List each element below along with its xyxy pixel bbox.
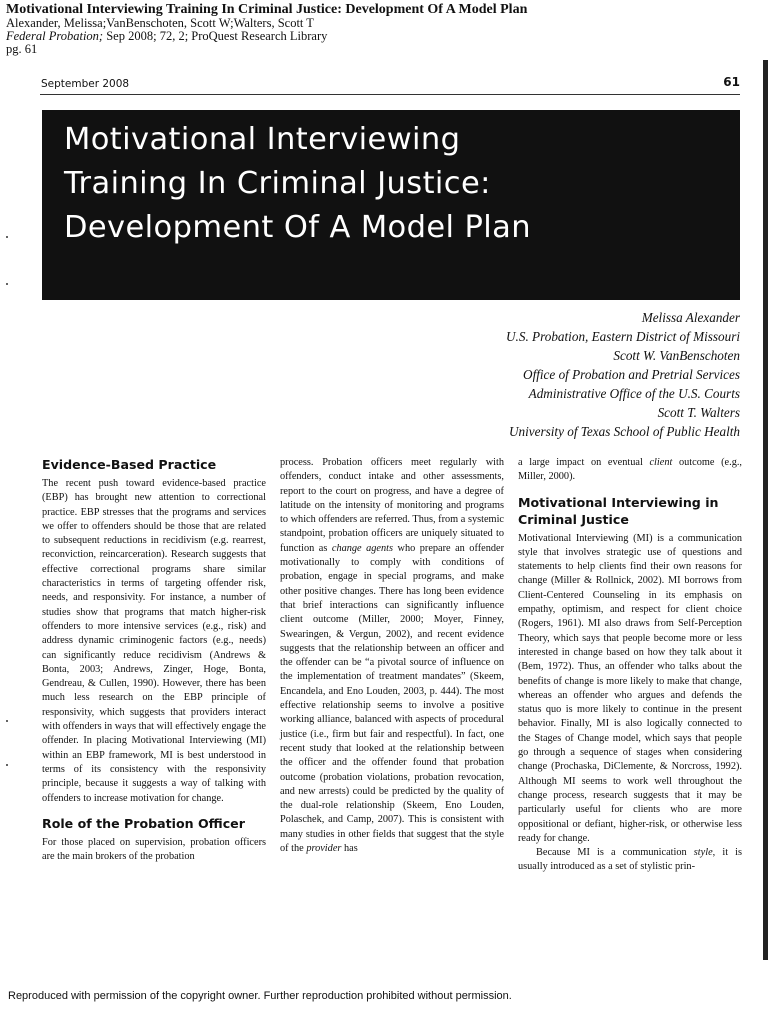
text-column-2 <box>280 456 504 856</box>
paragraph <box>518 846 742 875</box>
author-byline <box>380 308 740 441</box>
author-affiliation: U.S. Probation, Eastern District of Missouri <box>506 329 740 344</box>
section-heading: Role of the Probation Officer <box>42 815 245 831</box>
citation-source <box>6 30 527 43</box>
section-heading: Evidence-Based Practice <box>42 457 217 472</box>
page-number: 61 <box>723 75 740 89</box>
author-name: Scott W. VanBenschoten <box>613 348 740 363</box>
author-affiliation: Office of Probation and Pretrial Services <box>523 367 740 382</box>
section-heading: Motivational Interviewing in Criminal Justice <box>518 494 719 527</box>
paragraph <box>518 456 742 485</box>
citation-details: Sep 2008; 72, 2; ProQuest Research Library <box>103 29 328 43</box>
header-rule <box>40 94 740 95</box>
paragraph: The recent push toward evidence-based practice (EBP) has brought new attention to correctional practice. EBP stresses that the programs and services we offer to offenders should be those that are related to subsequent reductions in recidivism (e.g. rearrest, reconviction, reincarceration). Research suggests that effective correctional programs share similar characteristics in terms of targeting offender risk, needs, and responsivity. For instance, a number of studies show that programs that match higher-risk offenders to more intensive services (e.g., risk) and address dynamic criminogenic factors (e.g., needs) can significantly reduce recidivism (Andrews & Bonta, 2003; Andrews, Zinger, Hoge, Bonta, Gendreau, & Cullen, 1990). However, there has been much less research on the EBP principle of responsivity, which suggests that providers interact with offenders in ways that will effectively engage the offender. In placing Motivational Interviewing (MI) within an EBP framework, MI is best understood in terms of its consistency with the responsivity principle, because it suggests a way of talking with offenders to increase motivation for change. <box>42 478 266 804</box>
scan-speck <box>6 720 8 722</box>
paragraph-text: process. Probation officers meet regularly with offenders, conduct intake and other assessments, report to the court on progress, and have a degree of latitude on the intensity of monitoring and programs to which offenders are referred. Thus, from a systemic standpoint, probation officers are uniquely situated to function as <box>280 457 504 554</box>
scan-speck <box>6 764 8 766</box>
author-name: Scott T. Walters <box>657 405 740 420</box>
emphasis: change agents <box>331 542 394 554</box>
emphasis: client <box>649 457 673 468</box>
paragraph-text: outcome (e.g., Miller, 2000). <box>518 457 742 483</box>
paragraph-text: , it is usually introduced as a set of stylistic prin- <box>518 847 742 873</box>
paragraph-text: Because MI is a communication <box>536 847 694 859</box>
article-title <box>64 118 724 250</box>
text-column-3 <box>518 456 742 875</box>
permission-notice: Reproduced with permission of the copyright owner. Further reproduction prohibited without permission. <box>8 990 512 1002</box>
paragraph: For those placed on supervision, probation officers are the main brokers of the probation <box>42 836 266 863</box>
author-affiliation: University of Texas School of Public Health <box>509 424 740 439</box>
citation-page: pg. 61 <box>6 42 38 56</box>
text-column-1 <box>42 456 266 864</box>
article-title-line: Training In Criminal Justice: <box>64 166 491 201</box>
article-title-line: Development Of A Model Plan <box>64 210 531 245</box>
paragraph-text: a large impact on eventual <box>518 457 650 468</box>
issue-date: September 2008 <box>41 78 130 90</box>
author-name: Melissa Alexander <box>641 310 740 325</box>
citation-journal: Federal Probation; <box>6 29 104 43</box>
author-affiliation: Administrative Office of the U.S. Courts <box>528 386 740 401</box>
citation-header <box>6 2 527 56</box>
emphasis: provider <box>306 843 342 855</box>
scan-speck <box>6 236 8 238</box>
paragraph: Motivational Interviewing (MI) is a communication style that involves strategic use of questions and statements to help clients find their own reasons for change (Miller & Rollnick, 2002). MI borrows from Client-Centered Counseling in its emphasis on empathy, optimism, and respect for client choice (Rogers, 1961). MI also draws from Self-Perception Theory, which says that people become more or less interested in change based on how they talk about it (Bem, 1972). Thus, an offender who talks about the benefits of change is more likely to make that change, whereas an offender who argues and defends the status quo is more likely to continue in the present behavior. Finally, MI is also logically connected to the Stages of Change model, which says that people go through a sequence of stages when considering change (Prochaska, DiClemente, & Norcross, 1992). Although MI seems to work well throughout the change process, research suggests that it may be particularly useful for clients who are more oppositional or defiant, higher-risk, or otherwise less ready for change. <box>518 532 742 844</box>
paragraph-text: who prepare an offender motivationally to comply with conditions of probation, engage in special programs, and make other positive changes. There has long been evidence that brief interactions can significantly influence client outcome (Miller, 2000; Moyer, Finney, Swearingen, & Vergun, 2002), and recent evidence suggests that the relationship between an officer and the offender can be “a pivotal source of influence on the implementation of treatment mandates” (Skeem, Encandela, and Eno Louden, 2003, p. 444). The most effective relationship seems to involve a positive working alliance, balanced with aspects of procedural justice (i.e., firm but fair and respectful). In fact, one recent study that looked at the relationship between the officer and the offender found that probation outcome (probation violations, probation revocation, and new arrests) could be predicted by the quality of the dual-role relationship (Skeem, Eno Louden, Polaschek, and Camp, 2007). This is consistent with many studies in other fields that suggest that the style of the <box>280 542 504 855</box>
title-banner <box>42 110 740 300</box>
paragraph <box>280 456 504 856</box>
scan-speck <box>6 283 8 285</box>
scan-edge-shadow <box>763 60 768 960</box>
emphasis: style <box>693 847 713 859</box>
citation-authors: Alexander, Melissa;VanBenschoten, Scott W;Walters, Scott T <box>6 16 314 30</box>
paragraph-text: has <box>341 843 358 855</box>
citation-title: Motivational Interviewing Training In Criminal Justice: Development Of A Model Plan <box>6 2 528 17</box>
article-title-line: Motivational Interviewing <box>64 122 461 157</box>
